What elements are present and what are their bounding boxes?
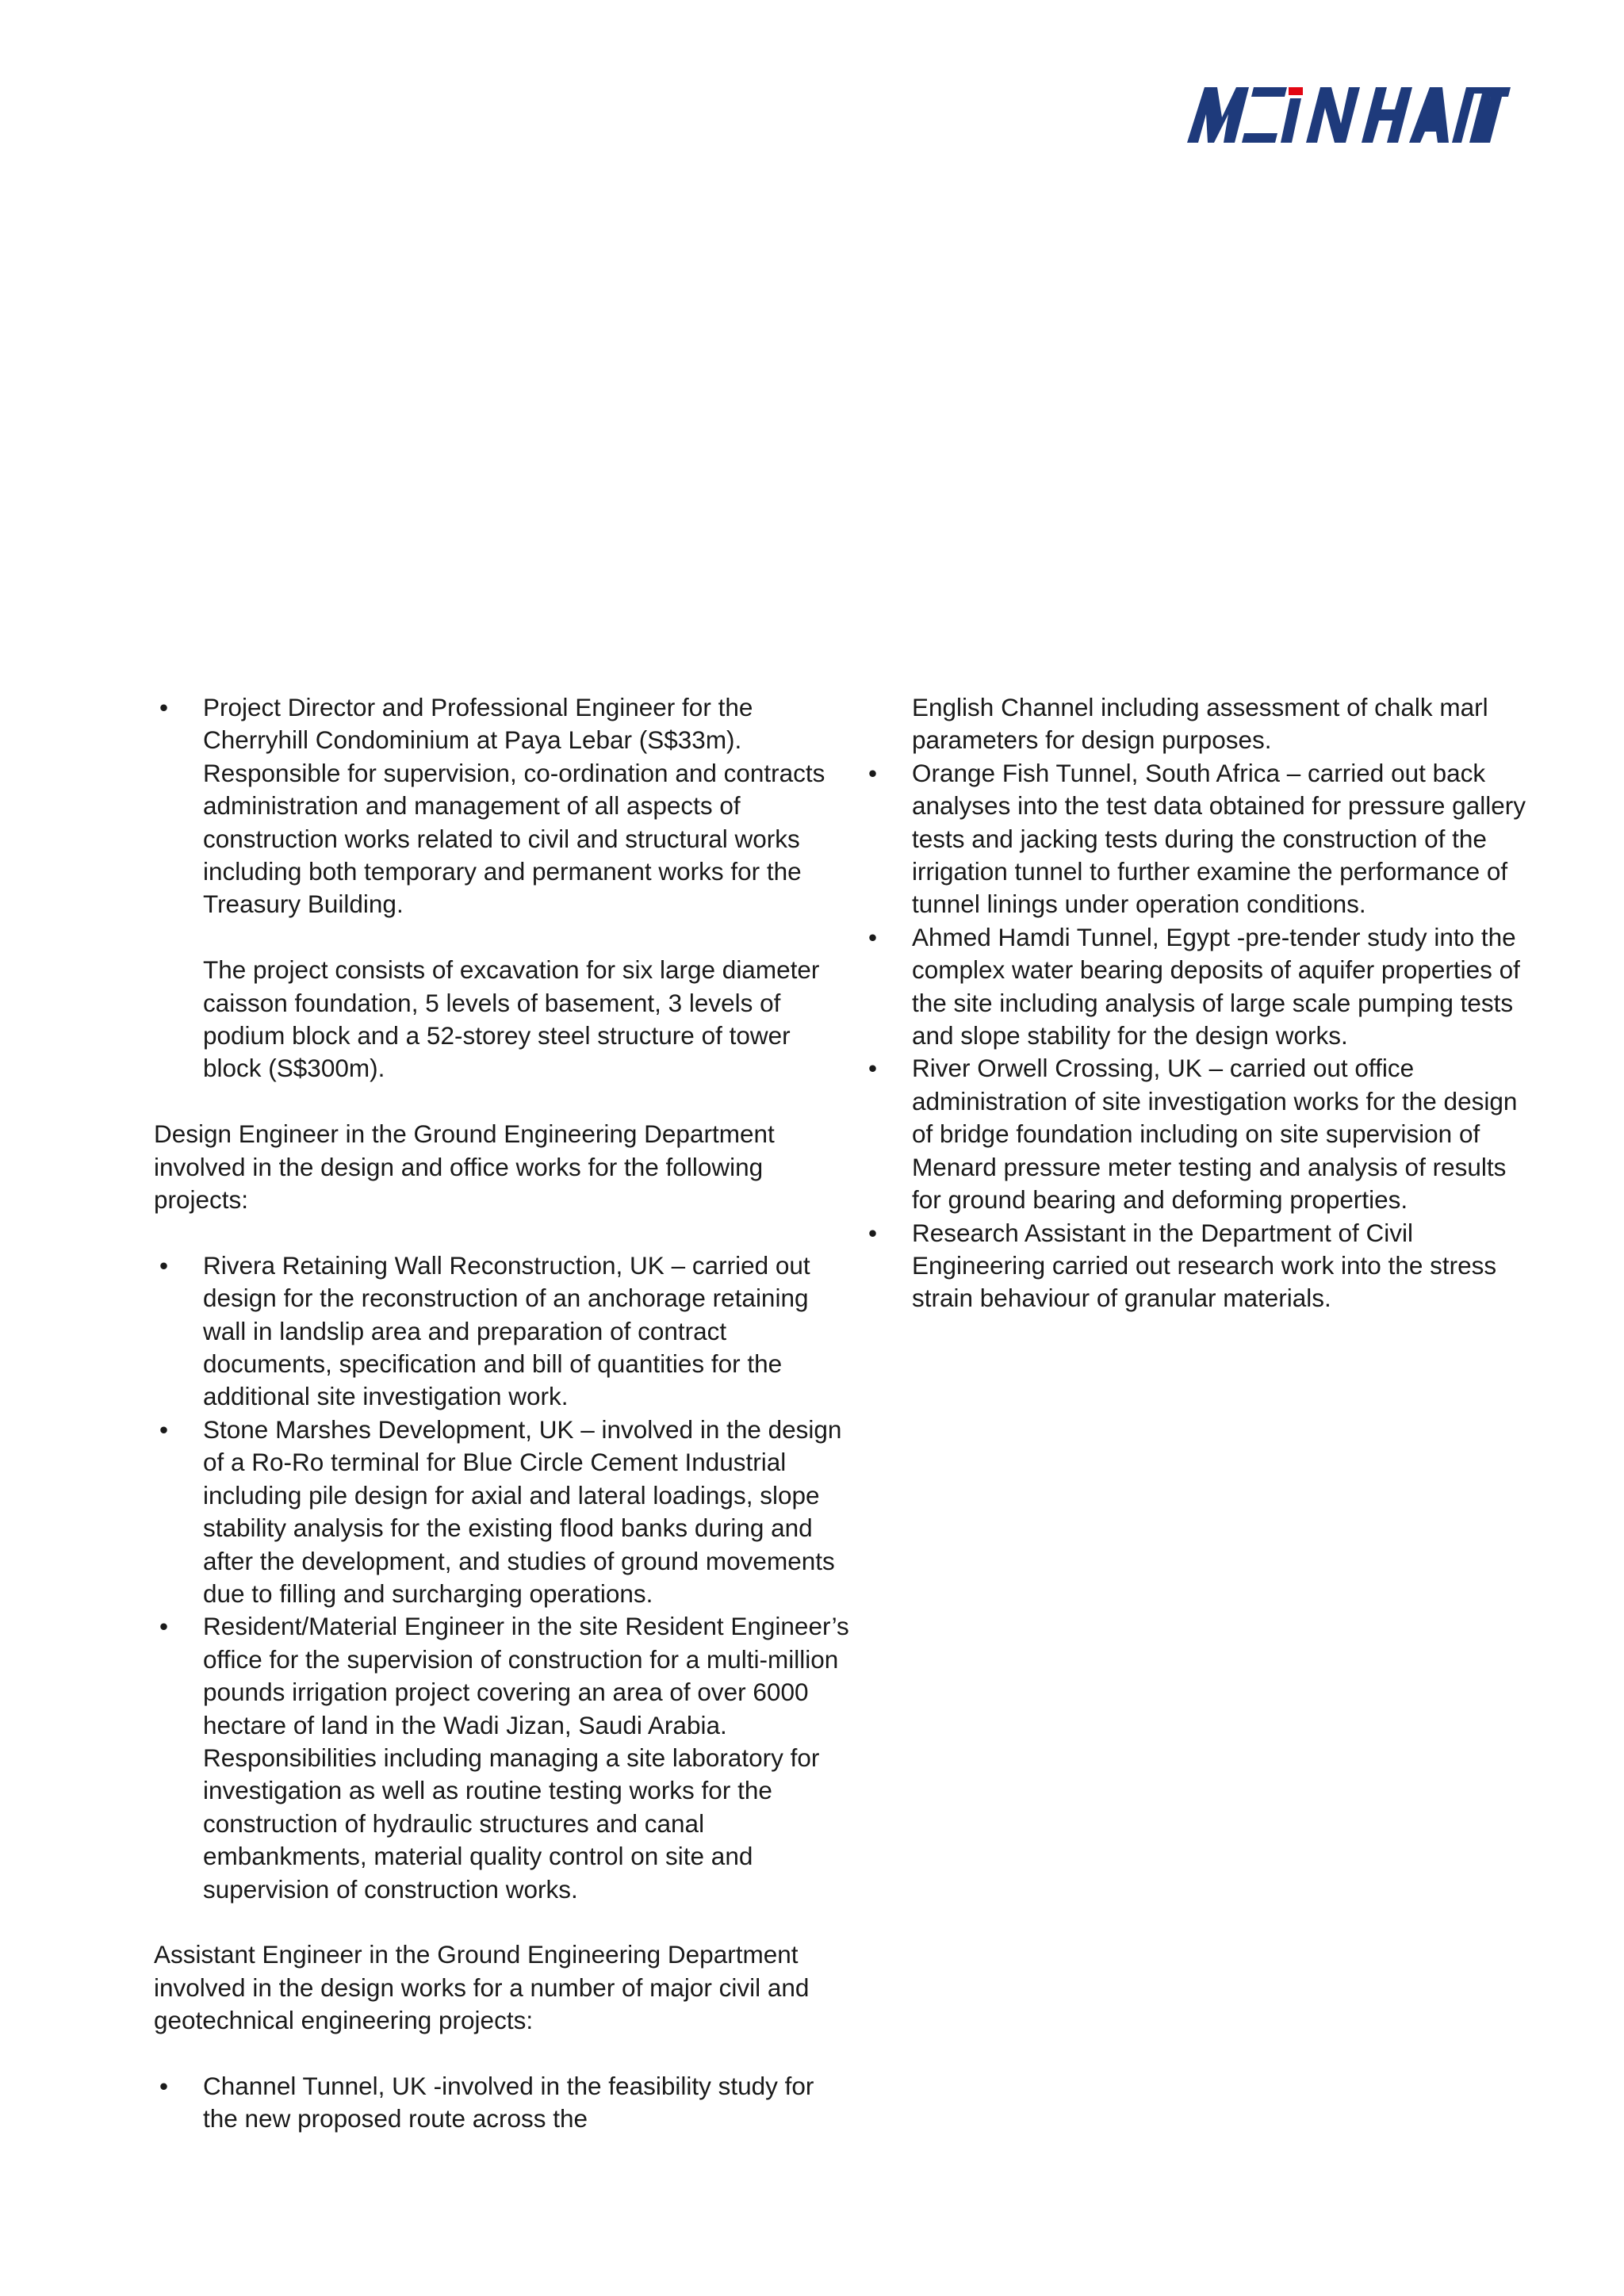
left-column — [154, 691, 852, 2136]
intro-list — [154, 691, 852, 921]
logo-accent — [1289, 87, 1303, 95]
design-list — [154, 1249, 852, 1906]
list-item: • Research Assistant in the Department of Civil Engineering carried out research work into the stress strain behaviour of granular materials. — [863, 1217, 1529, 1315]
right-continuation: English Channel including assessment of chalk marl parameters for design purposes. — [912, 693, 1488, 755]
list-item: • Ahmed Hamdi Tunnel, Egypt -pre-tender study into the complex water bearing deposits of aquifer properties of the site including analysis of large scale pumping tests and slope stability for the design works. — [863, 921, 1529, 1053]
list-item: • Project Director and Professional Engineer for the Cherryhill Condominium at Paya Lebar (S$33m). Responsible for supervision, co-ordination and contracts administration and management of all aspects of construction works related to civil and structural works including both temporary and permanent works for the Treasury Building. — [154, 691, 852, 921]
list-item: • Orange Fish Tunnel, South Africa – carried out back analyses into the test data obtained for pressure gallery tests and jacking tests during the construction of the irrigation tunnel to further examine the performance of tunnel linings under operation conditions. — [863, 757, 1529, 921]
intro-continuation: The project consists of excavation for six large diameter caisson foundation, 5 levels of basement, 3 levels of podium block and a 52-storey steel structure of tower block (S$300m). — [203, 955, 820, 1083]
right-column — [863, 691, 1529, 1315]
design-heading: Design Engineer in the Ground Engineering Department involved in the design and office works for the following projects: — [154, 1119, 775, 1215]
right-list — [863, 757, 1529, 1315]
list-item: • Channel Tunnel, UK -involved in the feasibility study for the new proposed route across the — [154, 2070, 852, 2136]
list-item: • River Orwell Crossing, UK – carried out office administration of site investigation works for the design of bridge foundation including on site supervision of Menard pressure meter testing and analysis of results for ground bearing and deforming properties. — [863, 1052, 1529, 1216]
assistant-list — [154, 2070, 852, 2136]
assistant-heading: Assistant Engineer in the Ground Engineering Department involved in the design works for a number of major civil and geotechnical engineering projects: — [154, 1940, 810, 2035]
list-item: • Stone Marshes Development, UK – involved in the design of a Ro-Ro terminal for Blue Circle Cement Industrial including pile design for axial and lateral loadings, slope stability analysis for the existing flood banks during and after the development, and studies of ground movements due to filling and surcharging operations. — [154, 1414, 852, 1610]
meinhardt-logo — [1187, 86, 1511, 144]
list-item: • Rivera Retaining Wall Reconstruction, UK – carried out design for the reconstruction of an anchorage retaining wall in landslip area and preparation of contract documents, specification and bill of quantities for the additional site investigation work. — [154, 1249, 852, 1414]
list-item: • Resident/Material Engineer in the site Resident Engineer’s office for the supervision of construction for a multi-million pounds irrigation project covering an area of over 6000 hectare of land in the Wadi Jizan, Saudi Arabia. Responsibilities including managing a site laboratory for investigation as well as routine testing works for the construction of hydraulic structures and canal embankments, material quality control on site and supervision of construction works. — [154, 1610, 852, 1906]
